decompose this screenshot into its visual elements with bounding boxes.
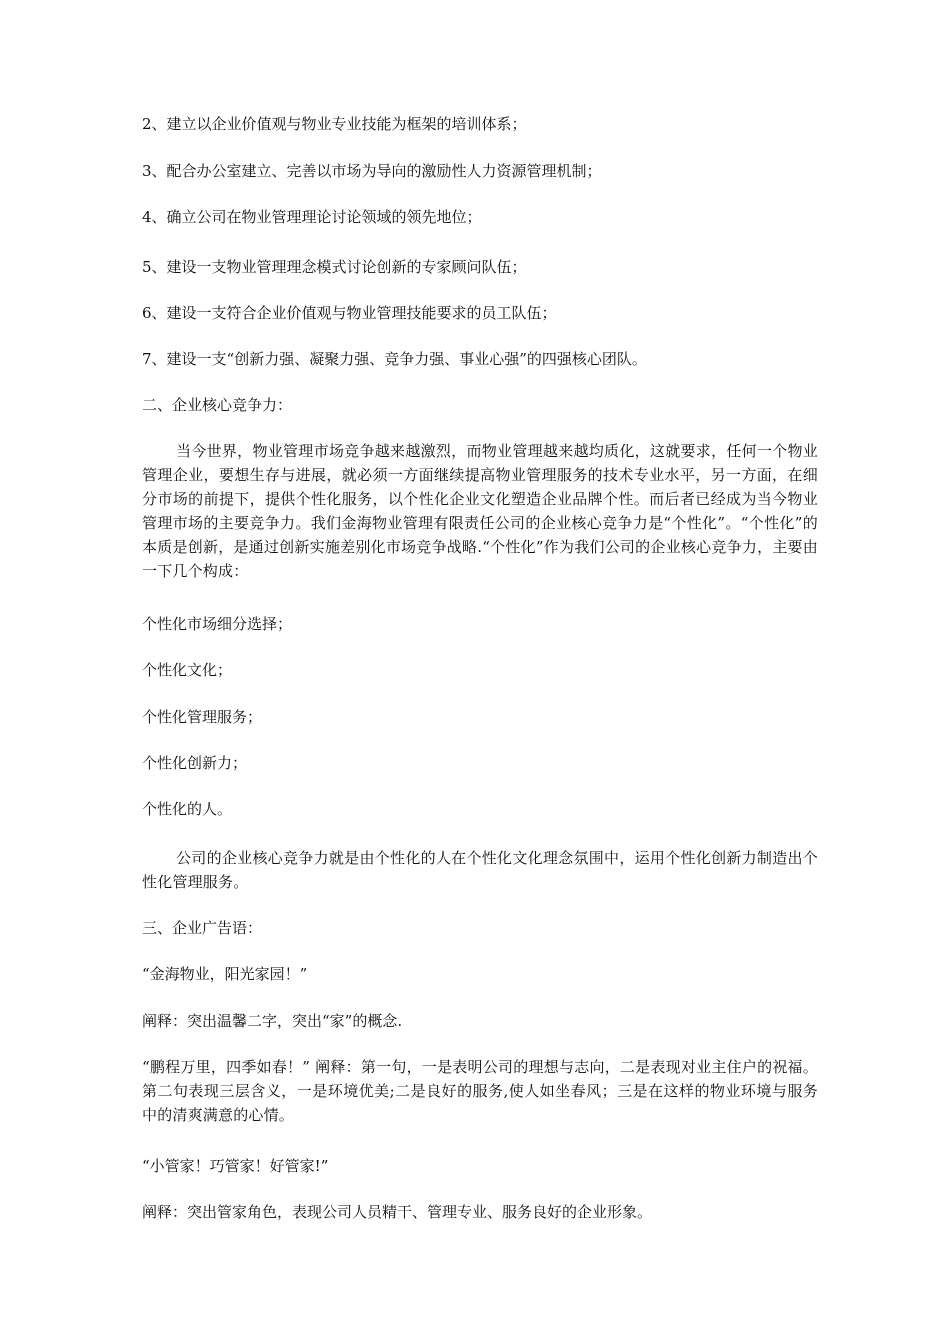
goal-item-4: 4、确立公司在物业管理理论讨论领域的领先地位； [142, 208, 482, 226]
goal-item-7: 7、建设一支“创新力强、凝聚力强、竞争力强、事业心强”的四强核心团队。 [142, 350, 647, 368]
slogan-3: “小管家！巧管家！好管家!” [142, 1157, 329, 1175]
personalization-item-culture: 个性化文化； [142, 661, 233, 679]
personalization-item-innovation: 个性化创新力； [142, 754, 248, 772]
slogan-3-explanation: 阐释：突出管家角色，表现公司人员精干、管理专业、服务良好的企业形象。 [142, 1203, 653, 1221]
slogan-2-paragraph: “鹏程万里，四季如春！” 阐释：第一句，一是表明公司的理想与志向，二是表现对业主住户的祝福。第二句表现三层含义，一是环境优美;二是良好的服务,使人如坐春风；三是在这样的物业环境与服务中的清爽满意的心情。 [142, 1058, 818, 1124]
section-heading-slogans: 三、企业广告语： [142, 919, 263, 937]
goal-item-3: 3、配合办公室建立、完善以市场为导向的激励性人力资源管理机制； [142, 162, 602, 180]
personalization-item-people: 个性化的人。 [142, 800, 233, 818]
section-heading-core-competence: 二、企业核心竞争力： [142, 396, 293, 414]
goal-item-2: 2、建立以企业价值观与物业专业技能为框架的培训体系； [142, 115, 527, 133]
personalization-item-market: 个性化市场细分选择； [142, 615, 293, 633]
slogan-1: “金海物业，阳光家园！” [142, 965, 308, 983]
core-competence-intro-paragraph: 当今世界，物业管理市场竞争越来越激烈，而物业管理越来越均质化，这就要求，任何一个物业管理企业，要想生存与进展，就必须一方面继续提高物业管理服务的技术专业水平，另一方面，在细分市场的前提下，提供个性化服务，以个性化企业文化塑造企业品牌个性。而后者已经成为当今物业管理市场的主要竞争力。我们金海物业管理有限责任公司的企业核心竞争力是“个性化”。“个性化”的本质是创新，是通过创新实施差别化市场竞争战略.“个性化”作为我们公司的企业核心竞争力，主要由一下几个构成： [142, 442, 818, 580]
slogan-1-explanation: 阐释：突出温馨二字，突出“家”的概念. [142, 1012, 403, 1030]
goal-item-6: 6、建设一支符合企业价值观与物业管理技能要求的员工队伍； [142, 304, 557, 322]
personalization-item-service: 个性化管理服务； [142, 708, 263, 726]
goal-item-5: 5、建设一支物业管理理念模式讨论创新的专家顾问队伍； [142, 258, 527, 276]
core-competence-summary-paragraph: 公司的企业核心竞争力就是由个性化的人在个性化文化理念氛围中，运用个性化创新力制造出个性化管理服务。 [142, 849, 818, 891]
